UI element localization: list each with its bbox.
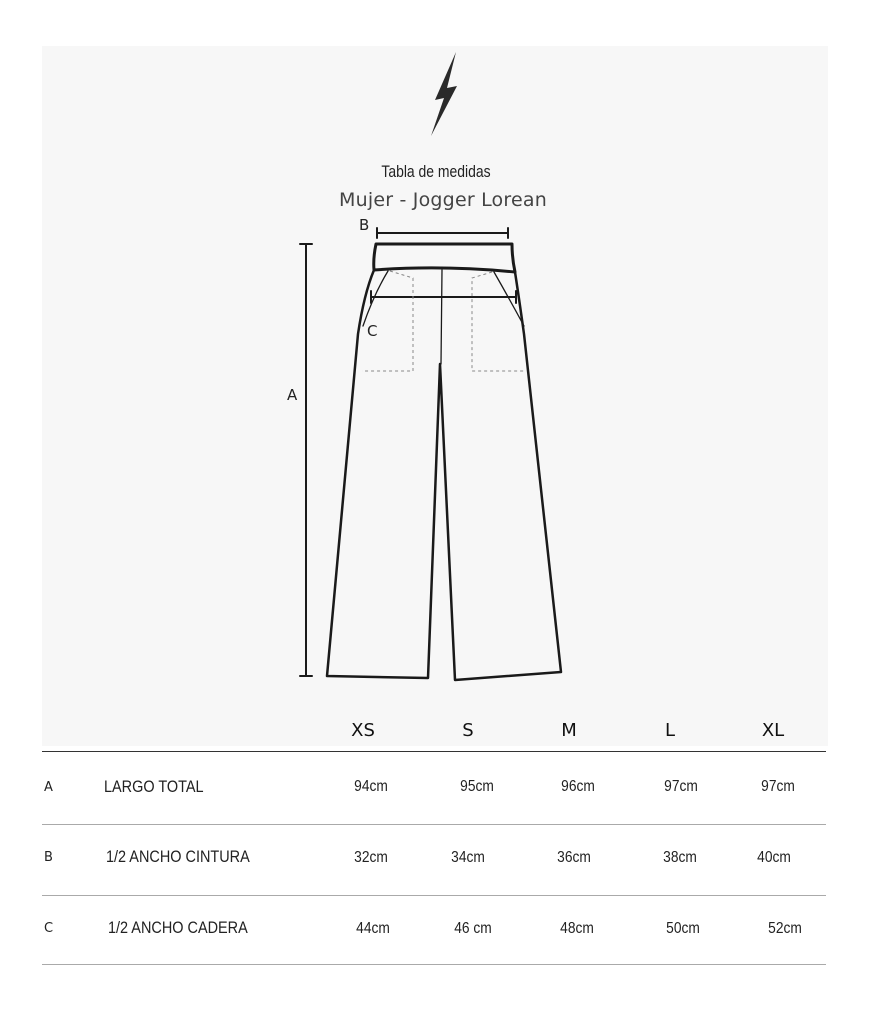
lightning-bolt-icon (427, 50, 463, 138)
table-header-rule (42, 751, 826, 752)
table-cell: 52cm (768, 920, 802, 937)
row-key: B (44, 850, 53, 865)
page-title: Tabla de medidas (381, 162, 491, 181)
row-divider (42, 824, 826, 825)
row-key: A (44, 780, 53, 795)
pants-diagram (270, 214, 590, 694)
dimension-c-label: C (367, 322, 378, 340)
row-name: LARGO TOTAL (104, 777, 204, 796)
row-divider (42, 964, 826, 965)
column-header: M (561, 720, 577, 741)
table-cell: 34cm (451, 849, 485, 866)
row-name: 1/2 ANCHO CADERA (108, 918, 248, 937)
table-cell: 95cm (460, 778, 494, 795)
table-cell: 44cm (356, 920, 390, 937)
table-cell: 96cm (561, 778, 595, 795)
column-header: S (462, 720, 474, 741)
table-cell: 94cm (354, 778, 388, 795)
column-header: L (664, 720, 676, 741)
table-cell: 38cm (663, 849, 697, 866)
row-key: C (44, 921, 54, 936)
table-cell: 40cm (757, 849, 791, 866)
center-seam (441, 270, 442, 364)
row-divider (42, 895, 826, 896)
table-cell: 46 cm (454, 920, 492, 937)
table-cell: 50cm (666, 920, 700, 937)
table-cell: 97cm (761, 778, 795, 795)
dimension-b-label: B (359, 216, 370, 234)
table-cell: 36cm (557, 849, 591, 866)
table-cell: 32cm (354, 849, 388, 866)
table-cell: 48cm (560, 920, 594, 937)
column-header: XS (351, 720, 375, 741)
row-name: 1/2 ANCHO CINTURA (106, 847, 250, 866)
pants-outline (327, 270, 561, 680)
dimension-a-label: A (287, 386, 298, 404)
waistband (374, 244, 515, 272)
column-header: XL (761, 720, 785, 741)
page-subtitle: Mujer - Jogger Lorean (339, 189, 547, 211)
table-cell: 97cm (664, 778, 698, 795)
left-pocket-edge (363, 271, 388, 326)
